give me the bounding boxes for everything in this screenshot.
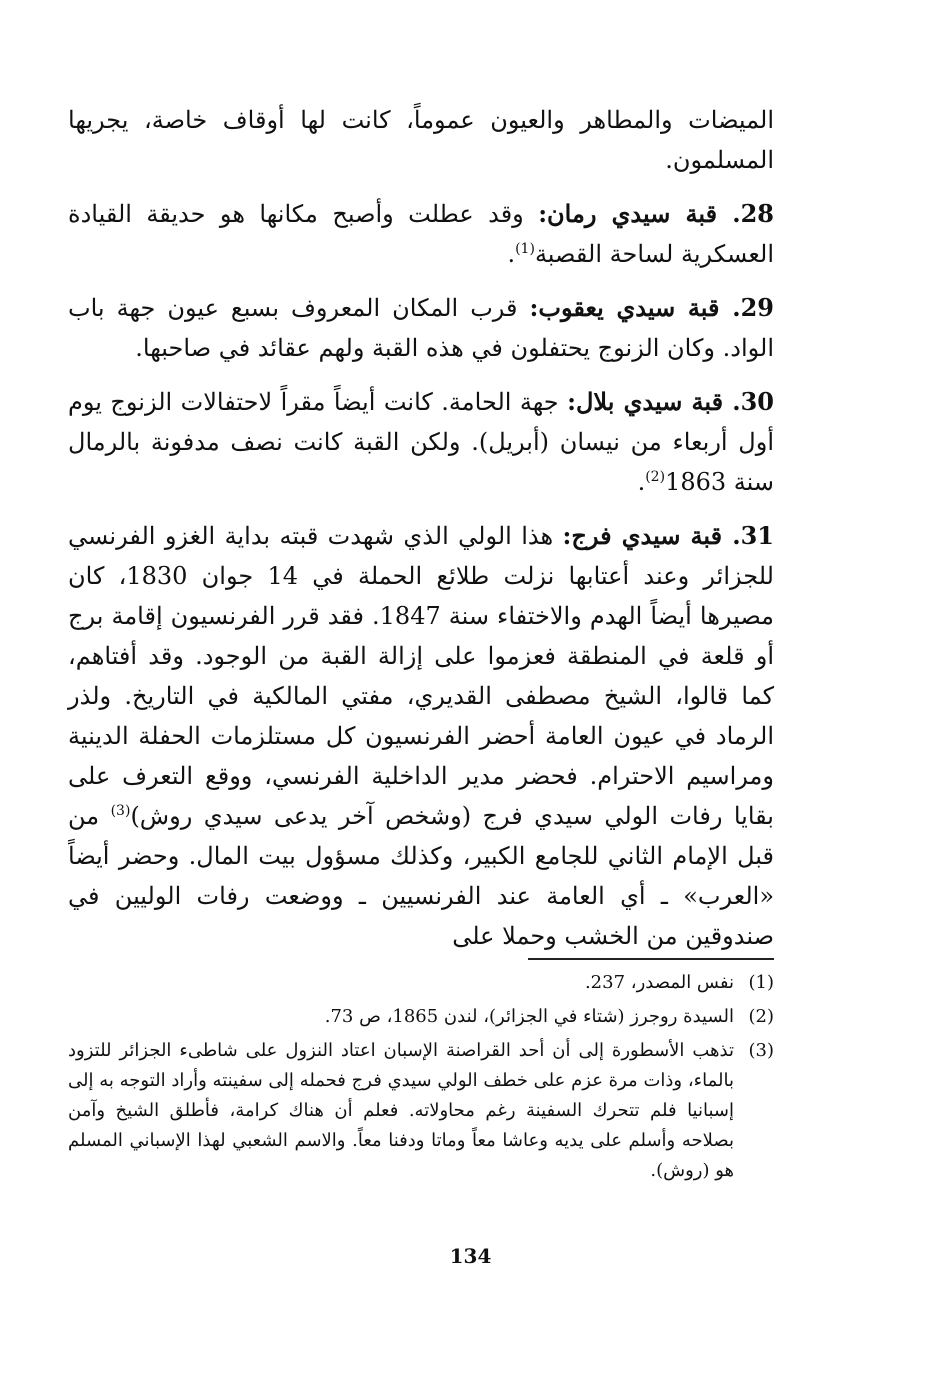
paragraph-text: قرب المكان المعروف بسبع عيون جهة باب الواد. وكان الزنوج يحتفلون في هذه القبة ولهم عقائد في صاحبها. [68,294,774,362]
paragraph-heading: 30. قبة سيدي بلال: [567,387,774,416]
footnote-text: تذهب الأسطورة إلى أن أحد القراصنة الإسبان اعتاد النزول على شاطىء الجزائر للتزود بالماء، وذات مرة عزم على خطف الولي سيدي فرج فحمله إلى سفينته وأراد التوجه به إلى إسبانيا فلم تتحرك السفينة رغم محاولاته. فعلم أن هناك كرامة، فأطلق الشيخ وآمن بصلاحه وأسلم على يديه وعاشا معاً وماتا ودفنا معاً. والاسم الشعبي لهذا الإسباني المسلم هو (روش). [68,1040,734,1181]
paragraph-28 [68,194,774,274]
paragraph-31 [68,516,774,956]
paragraph-text: هذا الولي الذي شهدت قبته بداية الغزو الفرنسي للجزائر وعند أعتابها نزلت طلائع الحملة في 14 جوان 1830، كان مصيرها أيضاً الهدم والاختفاء سنة 1847. فقد قرر الفرنسيون إقامة برج أو قلعة في المنطقة فعزموا على إزالة القبة من الوجود. وقد أفتاهم، كما قالوا، الشيخ مصطفى القديري، مفتي المالكية في التاريخ. ولذر الرماد في عيون العامة أحضر الفرنسيون كل مستلزمات الحفلة الدينية ومراسيم الاحترام. فحضر مدير الداخلية الفرنسي، ووقع التعرف على بقايا رفات الولي سيدي فرج (وشخص آخر يدعى سيدي روش) [68,522,774,830]
paragraph-30 [68,382,774,502]
footnote-number: (3) [748,1040,774,1061]
footnote-separator [528,958,774,960]
footnote-ref[interactable]: (3) [110,803,131,819]
footnote-item [68,968,774,998]
paragraph-text: جهة الحامة. كانت أيضاً مقراً لاحتفالات الزنوج يوم أول أربعاء من نيسان (أبريل). ولكن القبة كانت نصف مدفونة بالرمال سنة 1863 [68,388,774,496]
footnote-ref[interactable]: (2) [645,469,666,485]
page-number: 134 [449,1244,492,1268]
footnote-ref[interactable]: (1) [515,241,535,257]
footnote-number: (2) [748,1006,774,1027]
footnotes [68,968,774,1190]
paragraph-text: وقد عطلت وأصبح مكانها هو حديقة القيادة العسكرية لساحة القصبة [68,200,774,268]
paragraph-heading: 31. قبة سيدي فرج: [562,521,774,550]
paragraph-tail: من قبل الإمام الثاني للجامع الكبير، وكذلك مسؤول بيت المال. وحضر أيضاً «العرب» ـ أي العامة عند الفرنسيين ـ ووضعت رفات الوليين في صندوقين من الخشب وحملا على [68,802,774,950]
paragraph-tail: . [637,468,646,496]
paragraph-tail: . [507,240,516,268]
paragraph-29 [68,288,774,368]
footnote-item [68,1036,774,1186]
footnote-text: نفس المصدر، 237. [584,972,734,993]
paragraph-heading: 28. قبة سيدي رمان: [538,199,774,228]
footnote-number: (1) [748,972,774,993]
paragraph-intro [68,100,774,180]
page-body [68,100,774,970]
paragraph-heading: 29. قبة سيدي يعقوب: [529,293,774,322]
footnote-item [68,1002,774,1032]
footnote-text: السيدة روجرز (شتاء في الجزائر)، لندن 1865، ص 73. [324,1006,734,1027]
paragraph-text: الميضات والمطاهر والعيون عموماً، كانت لها أوقاف خاصة، يجريها المسلمون. [68,106,774,174]
